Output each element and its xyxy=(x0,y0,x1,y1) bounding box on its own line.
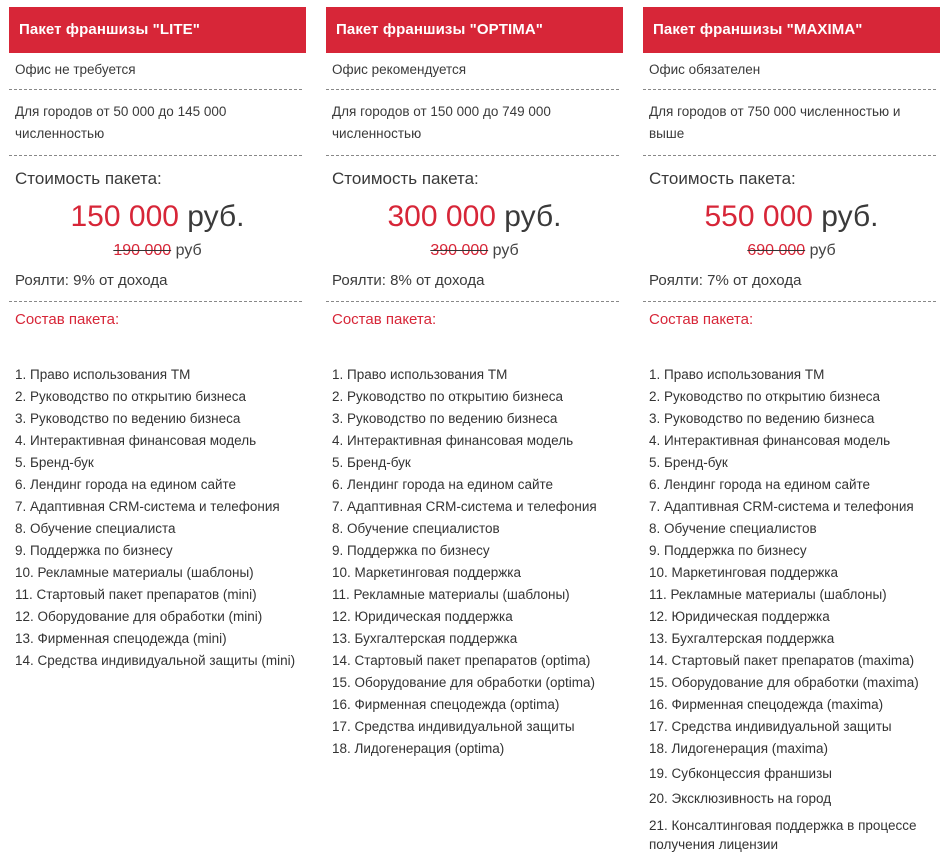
package-item: 9. Поддержка по бизнесу xyxy=(15,543,173,558)
composition-label: Состав пакета: xyxy=(15,311,120,328)
package-item: 15. Оборудование для обработки (maxima) xyxy=(649,675,919,690)
package-item: 8. Обучение специалистов xyxy=(649,521,817,536)
divider xyxy=(9,301,302,302)
package-item: 6. Лендинг города на едином сайте xyxy=(15,477,237,492)
package-item: 11. Рекламные материалы (шаблоны) xyxy=(649,587,887,602)
old-price xyxy=(9,241,306,261)
divider xyxy=(643,301,936,302)
city-range: Для городов от 50 000 до 145 000 численностью xyxy=(15,104,227,141)
package-item: 3. Руководство по ведению бизнеса xyxy=(649,411,875,426)
package-items xyxy=(649,364,944,854)
old-price-value: 690 000 xyxy=(747,242,806,259)
package-card-lite xyxy=(9,7,306,668)
package-item: 17. Средства индивидуальной защиты xyxy=(332,719,575,734)
package-item: 4. Интерактивная финансовая модель xyxy=(15,433,257,448)
package-item: 10. Маркетинговая поддержка xyxy=(332,565,521,580)
package-item: 17. Средства индивидуальной защиты xyxy=(649,719,892,734)
package-item: 11. Рекламные материалы (шаблоны) xyxy=(332,587,570,602)
package-item: 12. Оборудование для обработки (mini) xyxy=(15,609,263,624)
package-item: 5. Бренд-бук xyxy=(332,455,411,470)
package-item: 4. Интерактивная финансовая модель xyxy=(649,433,891,448)
package-item: 18. Лидогенерация (maxima) xyxy=(649,741,829,756)
old-price xyxy=(643,241,940,261)
old-price-currency: руб xyxy=(175,242,202,259)
royalty: Роялти: 8% от дохода xyxy=(332,272,485,289)
package-card-maxima xyxy=(643,7,940,852)
package-item: 3. Руководство по ведению бизнеса xyxy=(332,411,558,426)
package-item: 8. Обучение специалиста xyxy=(15,521,176,536)
package-item: 13. Бухгалтерская поддержка xyxy=(332,631,518,646)
old-price-currency: руб xyxy=(809,242,836,259)
old-price-currency: руб xyxy=(492,242,519,259)
old-price-value: 190 000 xyxy=(113,242,172,259)
price-currency: руб. xyxy=(821,200,879,233)
package-item: 1. Право использования ТМ xyxy=(649,367,825,382)
package-item: 5. Бренд-бук xyxy=(649,455,728,470)
package-title: Пакет франшизы "OPTIMA" xyxy=(326,7,623,53)
package-item: 10. Рекламные материалы (шаблоны) xyxy=(15,565,254,580)
price xyxy=(9,199,306,235)
package-item: 19. Субконцессия франшизы xyxy=(649,766,832,781)
divider xyxy=(643,89,936,90)
package-item: 2. Руководство по открытию бизнеса xyxy=(15,389,247,404)
package-item: 10. Маркетинговая поддержка xyxy=(649,565,838,580)
package-items xyxy=(332,364,627,760)
price xyxy=(326,199,623,235)
package-card-optima xyxy=(326,7,623,756)
package-item: 8. Обучение специалистов xyxy=(332,521,500,536)
cost-label: Стоимость пакета: xyxy=(332,169,479,188)
price-currency: руб. xyxy=(504,200,562,233)
package-item: 20. Эксклюзивность на город xyxy=(649,791,832,806)
old-price-value: 390 000 xyxy=(430,242,489,259)
package-item: 5. Бренд-бук xyxy=(15,455,94,470)
price-value: 150 000 xyxy=(70,200,179,233)
package-item: 14. Стартовый пакет препаратов (maxima) xyxy=(649,653,915,668)
package-item: 6. Лендинг города на едином сайте xyxy=(649,477,871,492)
city-range: Для городов от 150 000 до 749 000 численностью xyxy=(332,104,551,141)
package-item: 4. Интерактивная финансовая модель xyxy=(332,433,574,448)
package-item: 7. Адаптивная CRM-система и телефония xyxy=(332,499,597,514)
divider xyxy=(326,89,619,90)
package-item: 7. Адаптивная CRM-система и телефония xyxy=(15,499,280,514)
royalty: Роялти: 7% от дохода xyxy=(649,272,802,289)
divider xyxy=(326,301,619,302)
package-title: Пакет франшизы "MAXIMA" xyxy=(643,7,940,53)
package-item: 15. Оборудование для обработки (optima) xyxy=(332,675,595,690)
city-range: Для городов от 750 000 численностью и выше xyxy=(649,104,901,141)
package-item: 11. Стартовый пакет препаратов (mini) xyxy=(15,587,257,602)
package-item: 13. Бухгалтерская поддержка xyxy=(649,631,835,646)
office-requirement: Офис рекомендуется xyxy=(332,62,467,77)
old-price xyxy=(326,241,623,261)
package-item: 21. Консалтинговая поддержка в процессе получения лицензии xyxy=(649,818,917,852)
package-item: 9. Поддержка по бизнесу xyxy=(649,543,807,558)
package-item: 1. Право использования ТМ xyxy=(15,367,191,382)
package-items xyxy=(15,364,310,672)
composition-label: Состав пакета: xyxy=(649,311,754,328)
price xyxy=(643,199,940,235)
office-requirement: Офис обязателен xyxy=(649,62,761,77)
package-item: 3. Руководство по ведению бизнеса xyxy=(15,411,241,426)
price-value: 550 000 xyxy=(704,200,813,233)
package-item: 12. Юридическая поддержка xyxy=(332,609,513,624)
price-value: 300 000 xyxy=(387,200,496,233)
price-currency: руб. xyxy=(187,200,245,233)
divider xyxy=(326,155,619,156)
package-item: 13. Фирменная спецодежда (mini) xyxy=(15,631,227,646)
package-item: 12. Юридическая поддержка xyxy=(649,609,830,624)
package-item: 6. Лендинг города на едином сайте xyxy=(332,477,554,492)
divider xyxy=(9,89,302,90)
divider xyxy=(643,155,936,156)
package-item: 16. Фирменная спецодежда (optima) xyxy=(332,697,560,712)
package-item: 14. Стартовый пакет препаратов (optima) xyxy=(332,653,591,668)
package-item: 7. Адаптивная CRM-система и телефония xyxy=(649,499,914,514)
cost-label: Стоимость пакета: xyxy=(649,169,796,188)
composition-label: Состав пакета: xyxy=(332,311,437,328)
package-title: Пакет франшизы "LITE" xyxy=(9,7,306,53)
office-requirement: Офис не требуется xyxy=(15,62,136,77)
package-item: 18. Лидогенерация (optima) xyxy=(332,741,505,756)
package-item: 2. Руководство по открытию бизнеса xyxy=(649,389,881,404)
package-item: 9. Поддержка по бизнесу xyxy=(332,543,490,558)
package-item: 14. Средства индивидуальной защиты (mini) xyxy=(15,653,296,668)
package-item: 2. Руководство по открытию бизнеса xyxy=(332,389,564,404)
cost-label: Стоимость пакета: xyxy=(15,169,162,188)
royalty: Роялти: 9% от дохода xyxy=(15,272,168,289)
package-item: 1. Право использования ТМ xyxy=(332,367,508,382)
package-item: 16. Фирменная спецодежда (maxima) xyxy=(649,697,884,712)
divider xyxy=(9,155,302,156)
